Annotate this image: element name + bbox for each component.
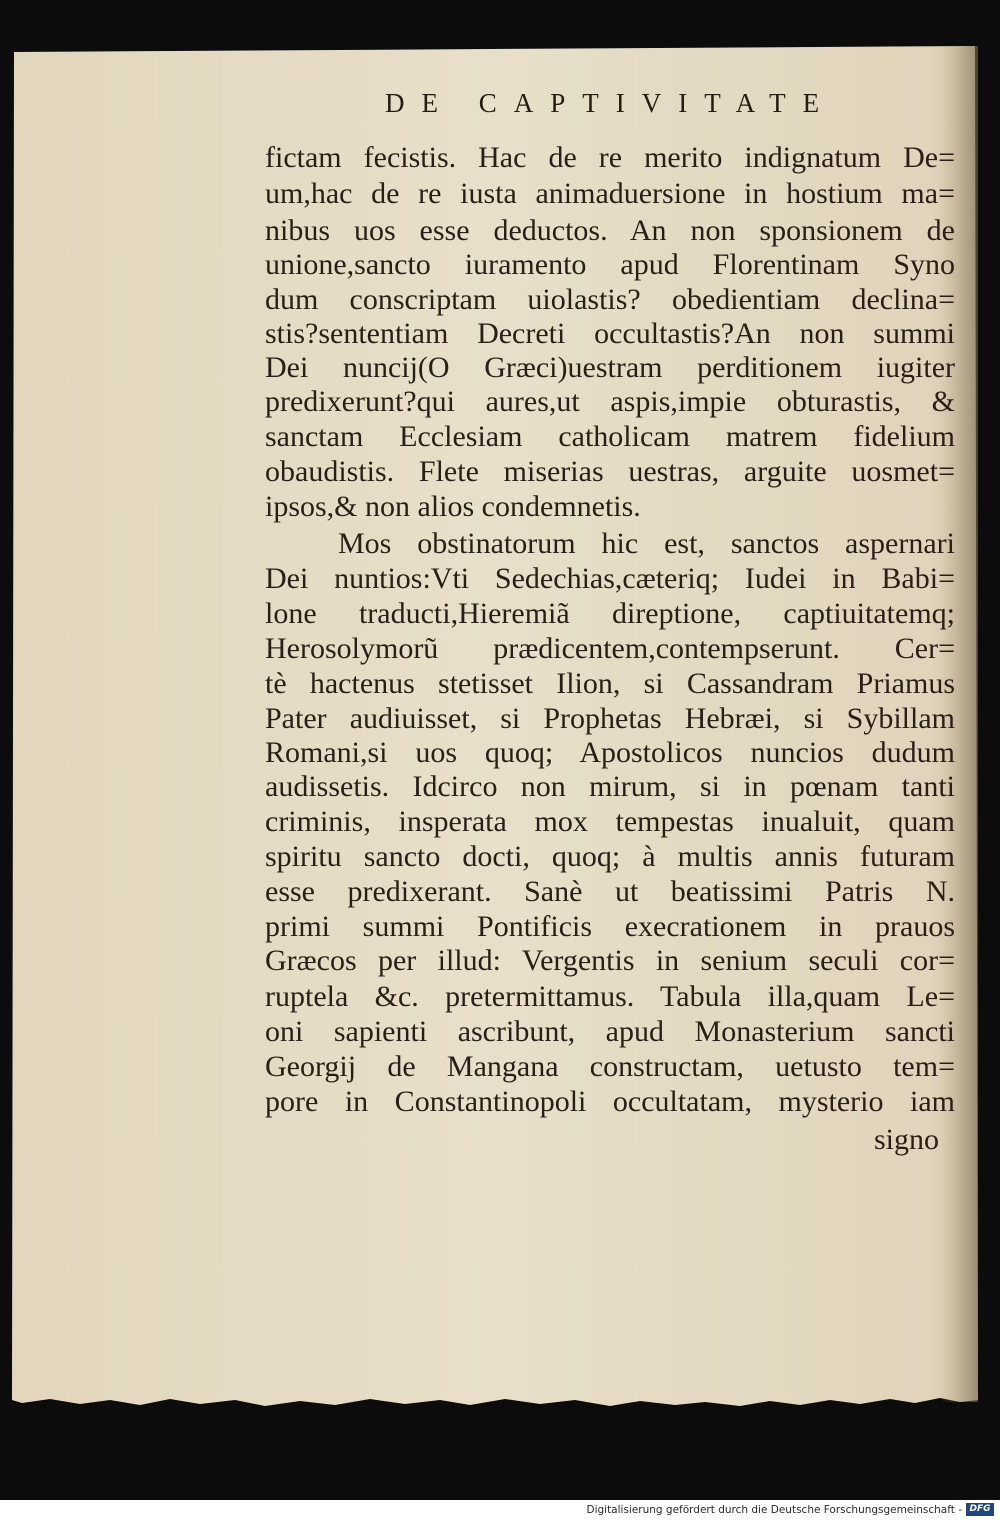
text-line: oni sapienti ascribunt, apud Monasterium sancti [265,1015,955,1048]
text-line: pore in Constantinopoli occultatam, mysterio iam [265,1085,955,1118]
text-line: tè hactenus stetisset Ilion, si Cassandram Priamus [265,667,955,700]
running-head: DE CAPTIVITATE [385,88,837,118]
text-line: criminis, insperata mox tempestas inualuit, quam [265,805,955,838]
footer-bar [0,1500,1000,1520]
text-line: Mos obstinatorum hic est, sanctos aspernari [338,527,955,560]
text-line: stis?sententiam Decreti occultastis?An non summi [265,317,955,350]
text-line: dum conscriptam uiolastis? obedientiam declina= [265,283,955,316]
text-line: Pater audiuisset, si Prophetas Hebræi, si Sybillam [265,702,955,735]
text-line: Georgij de Mangana constructam, uetusto tem= [265,1050,955,1083]
text-line: unione,sancto iuramento apud Florentinam Syno [265,248,955,281]
text-line: esse predixerant. Sanè ut beatissimi Patris N. [265,875,955,908]
text-line: Græcos per illud: Vergentis in senium seculi cor= [265,944,955,977]
text-line: obaudistis. Flete miserias uestras, arguite uosmet= [265,455,955,488]
text-line: Dei nuntios:Vti Sedechias,cæteriq; Iudei in Babi= [265,562,955,595]
text-line: spiritu sancto docti, quoq; à multis annis futuram [265,840,955,873]
text-line: fictam fecistis. Hac de re merito indignatum De= [265,141,955,174]
text-line: lone traducti,Hieremiã direptione, captiuitatemq; [265,597,955,630]
text-line: ruptela &c. pretermittamus. Tabula illa,quam Le= [265,980,955,1013]
text-line: Dei nuncij(O Græci)uestram perditionem iugiter [265,351,955,384]
text-line: predixerunt?qui aures,ut aspis,impie obturastis, & [265,385,955,418]
text-line: Herosolymorũ prædicentem,contempserunt. Cer= [265,632,955,665]
text-line: audissetis. Idcirco non mirum, si in pœnam tanti [265,770,955,803]
catchword: signo [874,1123,940,1156]
text-line: um,hac de re iusta animaduersione in hostium ma= [265,177,955,210]
text-line: Romani,si uos quoq; Apostolicos nuncios dudum [265,736,955,769]
text-line: ipsos,& non alios condemnetis. [265,490,641,523]
text-line: primi summi Pontificis execrationem in prauos [265,910,955,943]
text-line: sanctam Ecclesiam catholicam matrem fidelium [265,420,955,453]
text-line: nibus uos esse deductos. An non sponsionem de [265,214,955,247]
dfg-logo: DFG [966,1503,994,1516]
funding-credit: Digitalisierung gefördert durch die Deutsche Forschungsgemeinschaft - [586,1504,962,1516]
